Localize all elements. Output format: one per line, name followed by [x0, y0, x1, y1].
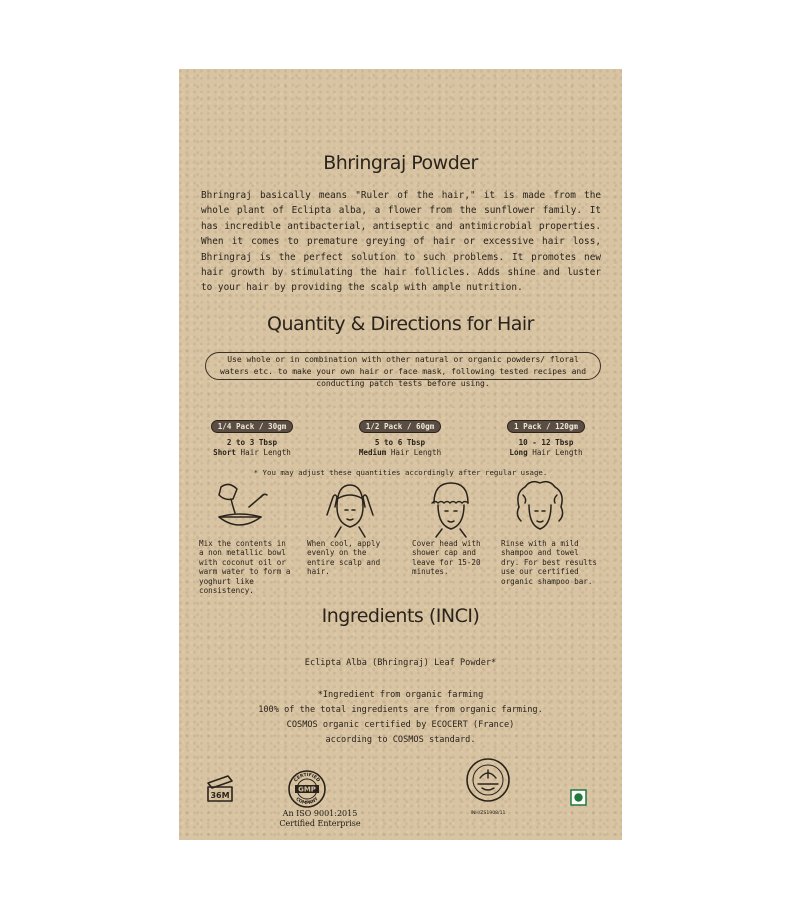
iso-line: An ISO 9001:2015 — [282, 809, 358, 818]
step-2-text: When cool, apply evenly on the entire scalp and hair. — [307, 539, 381, 577]
organic-note-line: according to COSMOS standard. — [325, 735, 476, 745]
apply-scalp-icon — [319, 477, 381, 539]
pack-size-pill: 1/4 Pack / 30gm — [211, 420, 294, 433]
halal-india-badge — [464, 754, 512, 820]
iso-line: Certified Enterprise — [279, 819, 361, 828]
tbsp-amount: 2 to 3 Tbsp — [226, 438, 278, 447]
ingredients-heading: Ingredients (INCI) — [321, 605, 480, 627]
shelf-life-label: 36M — [210, 791, 230, 800]
organic-note-line: 100% of the total ingredients are from organic farming. — [258, 705, 543, 715]
pack-size-pill: 1 Pack / 120gm — [507, 420, 585, 433]
halal-code: INH/ZS1908/11 — [470, 811, 506, 816]
product-description: Bhringraj basically means "Ruler of the hair," it is made from the whole plant of Eclipta alba, a flower from the sunflower family. It has incredible antibacterial, antiseptic and antimicrobial properties. When it comes to premature greying of hair or excessive hair loss, Bhringraj is the perfect solution to such problems. It promotes new hair growth by stimulating the hair follicles. Adds shine and luster to your hair by providing the scalp with ample nutrition. — [201, 190, 601, 294]
hair-length: Short Hair Length — [213, 448, 291, 457]
shelf-life-icon — [205, 773, 235, 805]
directions-heading: Quantity & Directions for Hair — [267, 313, 534, 335]
organic-note-line: COSMOS organic certified by ECOCERT (France) — [286, 720, 515, 730]
mixing-bowl-icon — [209, 477, 271, 539]
product-back-label — [179, 69, 622, 840]
organic-note-line: *Ingredient from organic farming — [317, 690, 484, 700]
shower-cap-icon — [420, 477, 482, 539]
quantity-short — [197, 414, 307, 458]
main-ingredient: Eclipta Alba (Bhringraj) Leaf Powder* — [304, 658, 497, 668]
gmp-certified-badge — [287, 769, 327, 809]
hair-length: Long Hair Length — [509, 448, 583, 457]
veg-symbol-icon — [570, 789, 587, 806]
rinse-hair-icon — [509, 477, 571, 539]
tbsp-amount: 5 to 6 Tbsp — [374, 438, 426, 447]
tbsp-amount: 10 - 12 Tbsp — [518, 438, 574, 447]
adjust-note: * You may adjust these quantities accordingly after regular usage. — [253, 468, 548, 477]
step-4-text: Rinse with a mild shampoo and towel dry. For best results use our certified organic shampoo bar. — [501, 539, 598, 586]
product-title: Bhringraj Powder — [323, 152, 478, 174]
organic-notes — [179, 688, 622, 748]
gmp-label: GMP — [298, 785, 316, 794]
quantity-long — [491, 414, 601, 458]
step-1-text: Mix the contents in a non metallic bowl with coconut oil or warm water to form a yoghurt like consistency. — [199, 539, 291, 596]
hair-length: Medium Hair Length — [358, 448, 442, 457]
iso-certification — [265, 809, 375, 829]
step-3-text: Cover head with shower cap and leave for 15-20 minutes. — [412, 539, 481, 577]
pack-size-pill: 1/2 Pack / 60gm — [359, 420, 442, 433]
gmp-ring-top: CERTIFIED — [293, 772, 321, 784]
gmp-ring-bottom: COMPANY — [294, 796, 320, 807]
quantity-medium — [345, 414, 455, 458]
usage-note: Use whole or in combination with other natural or organic powders/ floral waters etc. to make your own hair or face mask, following tested recipes and conducting patch tests before using. — [205, 352, 601, 380]
